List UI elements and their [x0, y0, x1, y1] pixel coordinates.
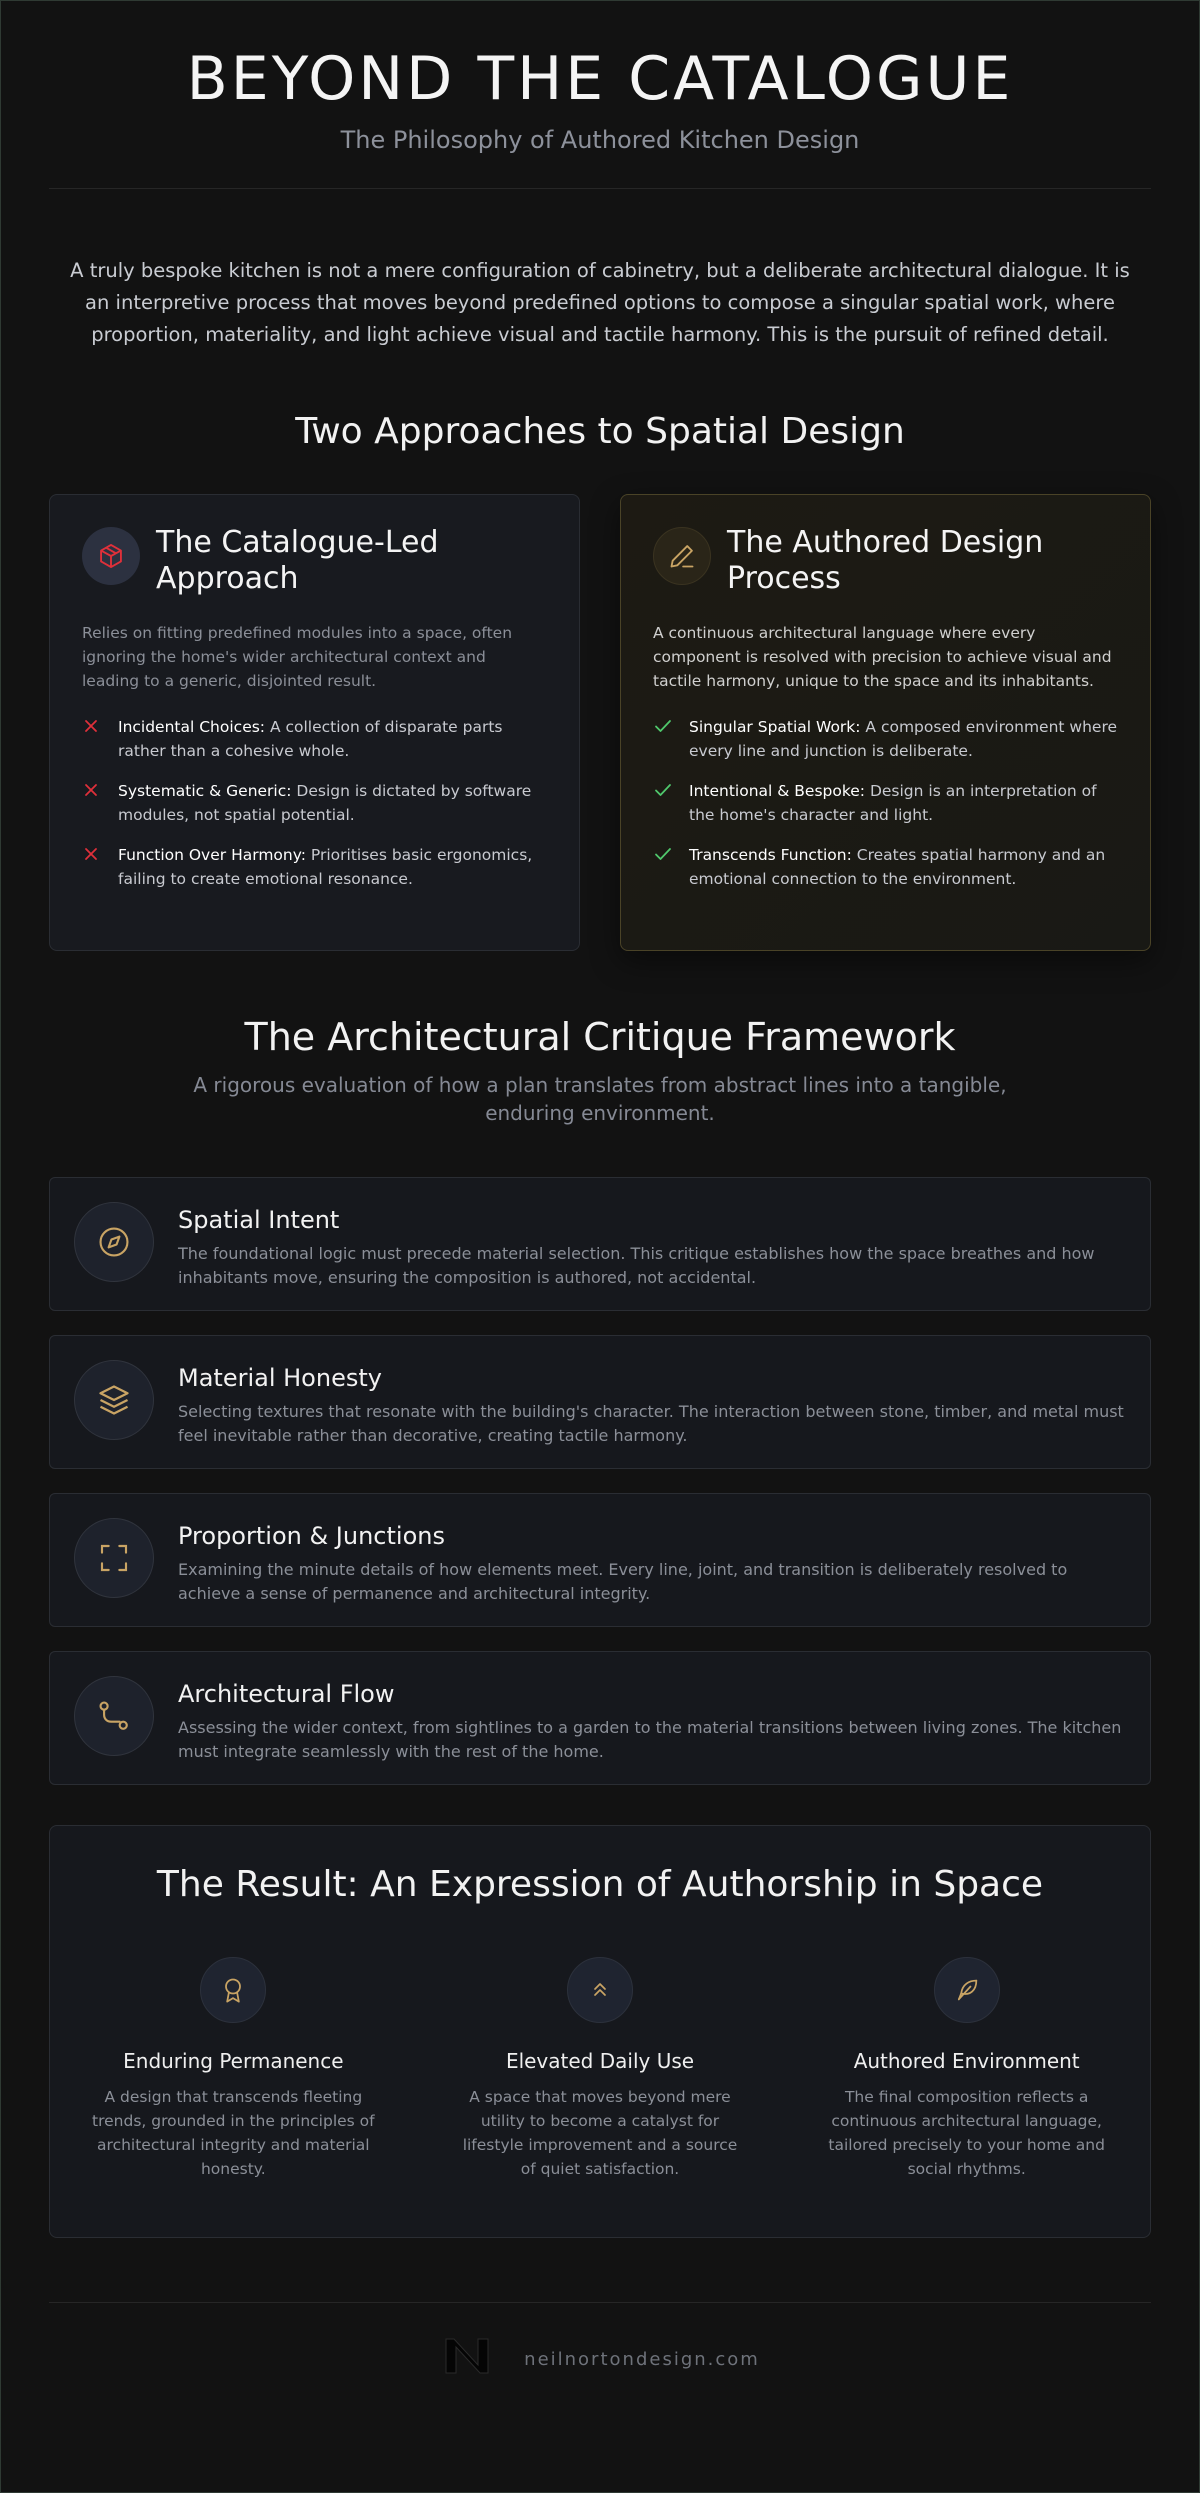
result-title: Enduring Permanence: [123, 2049, 344, 2073]
result-description: The final composition reflects a continuous architectural language, tailored precisely to your home and social rhythms.: [828, 2088, 1105, 2178]
website-link[interactable]: neilnortondesign.com: [524, 2348, 760, 2370]
point-label: Systematic & Generic:: [118, 782, 292, 800]
result-description: A space that moves beyond mere utility to become a catalyst for lifestyle improvement and a source of quiet satisfaction.: [462, 2088, 738, 2178]
point-body: Prioritises basic ergonomics, failing to create emotional resonance.: [118, 846, 533, 888]
result-title: Elevated Daily Use: [505, 2049, 695, 2073]
catalogue-card-description: Relies on fitting predefined modules into a space, often ignoring the home's wider architectural context and leading to a generic, disjointed result.: [82, 624, 513, 690]
critique-description: Assessing the wider context, from sightlines to a garden to the material transitions between living zones. The kitchen must integrate seamlessly with the rest of the home.: [178, 1718, 1122, 1761]
framework-subtitle: A rigorous evaluation of how a plan translates from abstract lines into a tangible, enduring environment.: [193, 1073, 1007, 1125]
critique-title: Spatial Intent: [178, 1206, 340, 1234]
critique-description: The foundational logic must precede material selection. This critique establishes how the space breathes and how inhabitants move, ensuring the composition is authored, not accidental.: [178, 1244, 1095, 1287]
approaches-heading: Two Approaches to Spatial Design: [295, 411, 905, 452]
catalogue-card-title: The Catalogue-Led Approach: [156, 525, 439, 596]
point-body: A composed environment where every line and junction is deliberate.: [689, 718, 1118, 760]
critique-description: Examining the minute details of how elements meet. Every line, joint, and transition is deliberately resolved to achieve a sense of permanence and architectural integrity.: [178, 1560, 1068, 1603]
critique-title: Architectural Flow: [178, 1680, 395, 1708]
authored-card-title: The Authored Design Process: [727, 525, 1044, 596]
point-label: Function Over Harmony:: [118, 846, 306, 864]
point-body: Design is dictated by software modules, not spatial potential.: [118, 782, 532, 824]
page-title: BEYOND THE CATALOGUE: [186, 44, 1014, 114]
result-description: A design that transcends fleeting trends, grounded in the principles of architectural integrity and material honesty.: [92, 2088, 375, 2178]
framework-heading: The Architectural Critique Framework: [244, 1015, 956, 1059]
result-title: Authored Environment: [853, 2049, 1080, 2073]
critique-title: Proportion & Junctions: [178, 1522, 445, 1550]
point-body: Creates spatial harmony and an emotional connection to the environment.: [689, 846, 1106, 888]
authored-card-description: A continuous architectural language where every component is resolved with precision to achieve visual and tactile harmony, unique to the space and its inhabitants.: [653, 624, 1112, 690]
result-heading: The Result: An Expression of Authorship in Space: [156, 1864, 1044, 1905]
point-label: Intentional & Bespoke:: [689, 782, 866, 800]
point-label: Incidental Choices:: [118, 718, 266, 736]
page-subtitle: The Philosophy of Authored Kitchen Design: [340, 126, 860, 154]
point-label: Transcends Function:: [689, 846, 852, 864]
point-label: Singular Spatial Work:: [689, 718, 861, 736]
point-body: A collection of disparate parts rather than a cohesive whole.: [118, 718, 503, 760]
critique-title: Material Honesty: [178, 1364, 382, 1392]
intro-paragraph: A truly bespoke kitchen is not a mere configuration of cabinetry, but a deliberate architectural dialogue. It is an interpretive process that moves beyond predefined options to compose a singular spatial work, where proportion, materiality, and light achieve visual and tactile harmony. This is the pursuit of refined detail.: [70, 259, 1130, 346]
critique-description: Selecting textures that resonate with the building's character. The interaction between stone, timber, and metal must feel inevitable rather than decorative, creating tactile harmony.: [178, 1402, 1124, 1445]
point-body: Design is an interpretation of the home's character and light.: [689, 782, 1097, 824]
